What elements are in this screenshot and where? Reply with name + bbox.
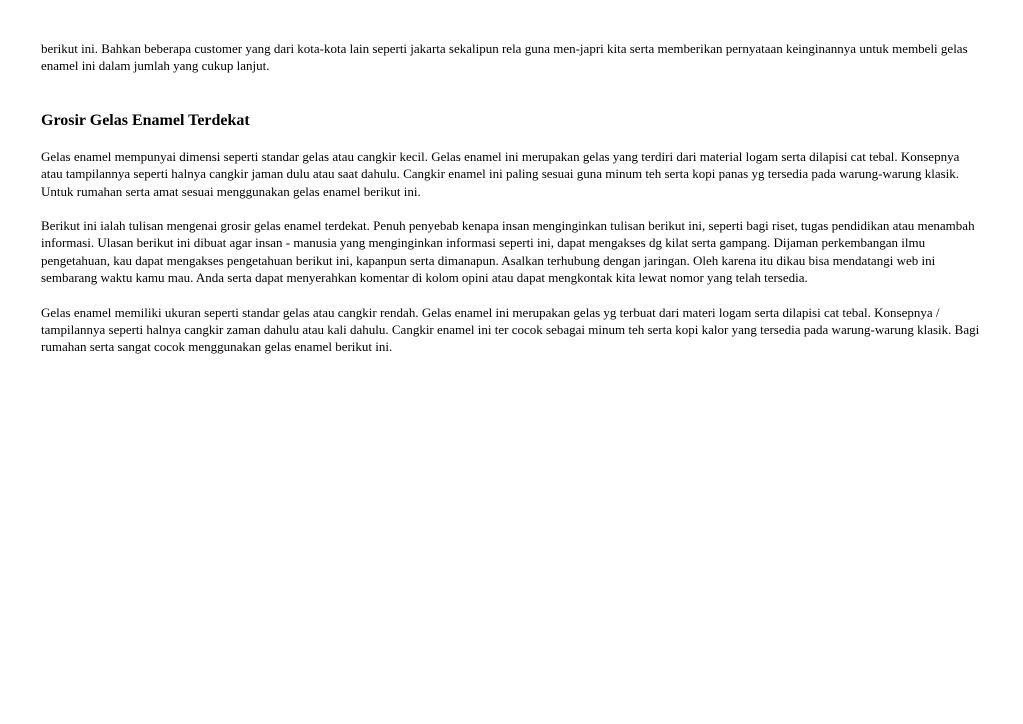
section-heading: Grosir Gelas Enamel Terdekat bbox=[41, 111, 250, 129]
spacer bbox=[41, 131, 981, 148]
body-paragraph-2: Berikut ini ialah tulisan mengenai grosir gelas enamel terdekat. Penuh penyebab kenapa insan menginginkan tulisan berikut ini, seperti bagi riset, tugas pendidikan atau menambah informasi. Ulasan berikut ini dibuat agar insan - manusia yang menginginkan informasi seperti ini, dapat mengakses dg kilat serta gampang. Dijaman perkembangan ilmu pengetahuan, kau dapat mengakses pengetahuan berikut ini, kapanpun serta dimanapun. Asalkan terhubung dengan jaringan. Oleh karena itu dikau bisa mendatangi web ini sembarang waktu kamu mau. Anda serta dapat menyerahkan komentar di kolom opini atau dapat mengkontak kita lewat nomor yang telah tersedia. bbox=[41, 218, 975, 286]
intro-paragraph: berikut ini. Bahkan beberapa customer yang dari kota-kota lain seperti jakarta sekalipun rela guna men-japri kita serta memberikan pernyataan keinginannya untuk membeli gelas enamel ini dalam jumlah yang cukup lanjut. bbox=[41, 41, 968, 74]
body-paragraph-1: Gelas enamel mempunyai dimensi seperti standar gelas atau cangkir kecil. Gelas enamel ini merupakan gelas yang terdiri dari material logam serta dilapisi cat tebal. Konsepnya atau tampilannya seperti halnya cangkir jaman dulu atau saat dahulu. Cangkir enamel ini paling sesuai guna minum teh serta kopi panas yg tersedia pada warung-warung klasik. Untuk rumahan serta amat sesuai menggunakan gelas enamel berikut ini. bbox=[41, 148, 960, 199]
document-page bbox=[41, 40, 981, 356]
spacer bbox=[41, 200, 981, 217]
spacer bbox=[41, 287, 981, 304]
body-paragraph-3: Gelas enamel memiliki ukuran seperti standar gelas atau cangkir rendah. Gelas enamel ini merupakan gelas yg terbuat dari materi logam serta dilapisi cat tebal. Konsepnya / tampilannya seperti halnya cangkir zaman dahulu atau kali dahulu. Cangkir enamel ini ter cocok sebagai minum teh serta kopi kalor yang tersedia pada warung-warung klasik. Bagi rumahan serta sangat cocok menggunakan gelas enamel berikut ini. bbox=[41, 304, 980, 355]
spacer bbox=[41, 75, 981, 111]
